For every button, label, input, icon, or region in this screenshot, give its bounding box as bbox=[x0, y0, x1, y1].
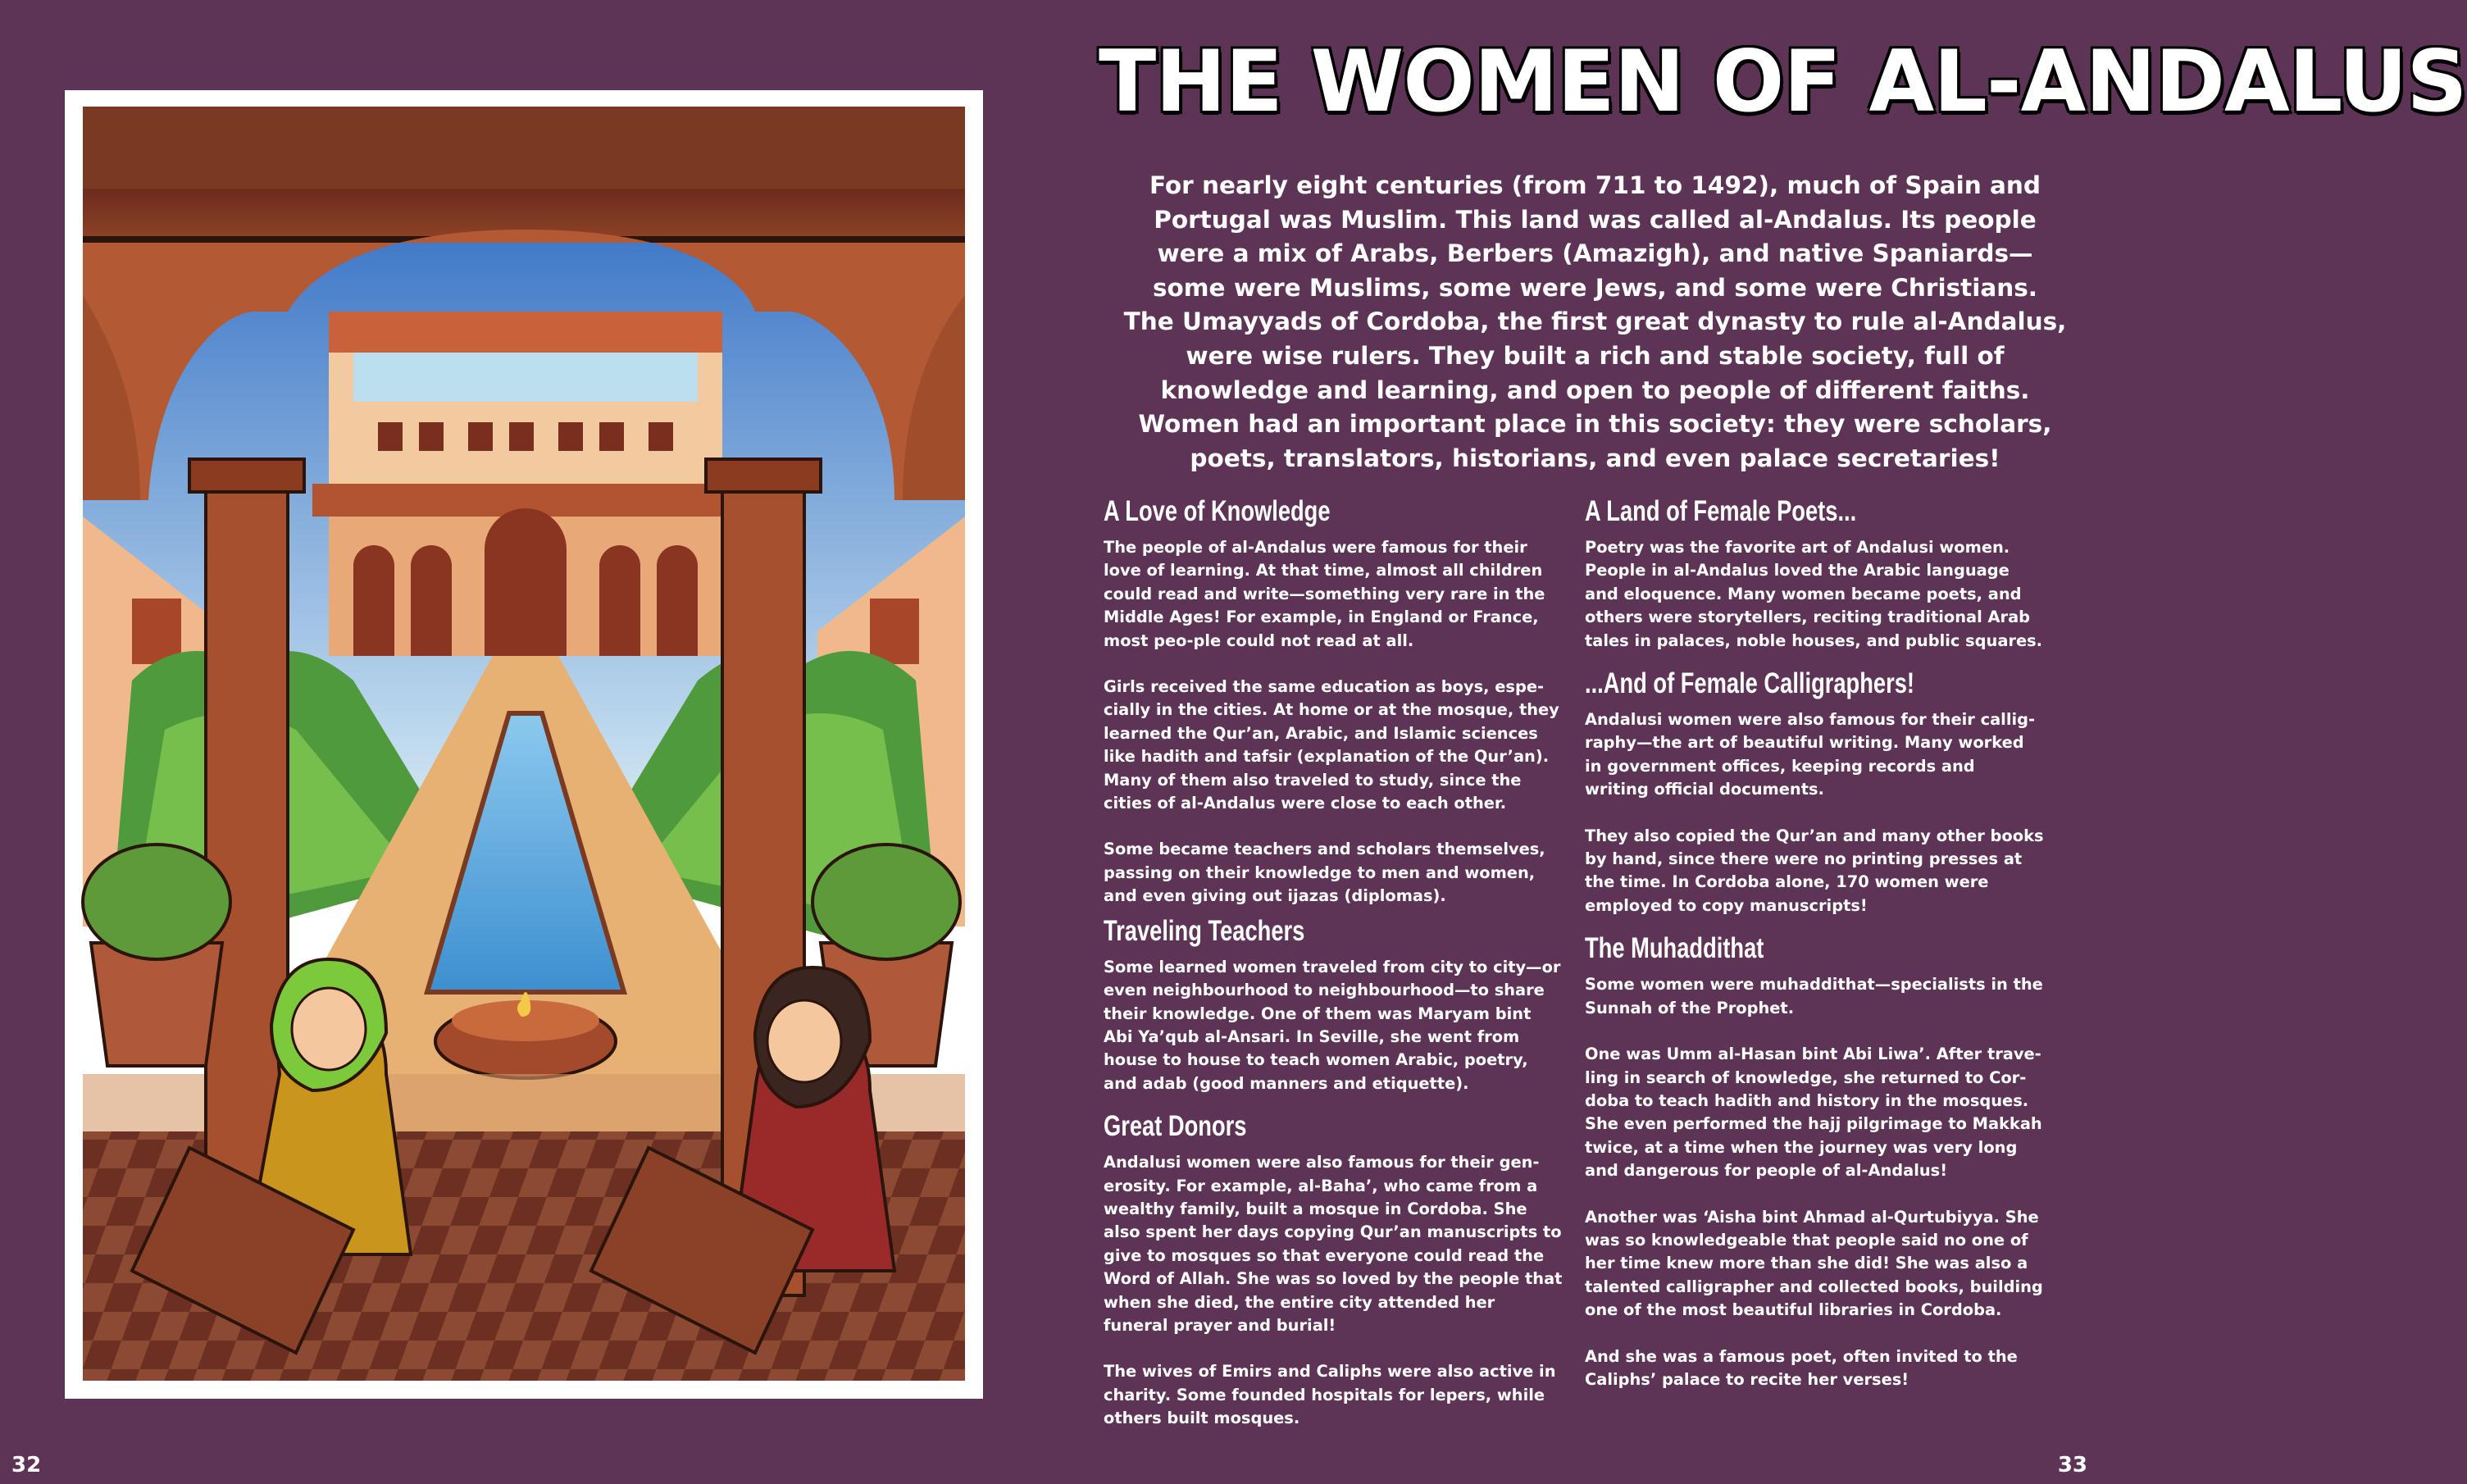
intro-paragraph: For nearly eight centuries (from 711 to 1492), much of Spain and Portugal was Muslim. This land was called al-Andalus. Its people were a mix of Arabs, Berbers (Amazigh), and native Spaniards—some were Muslims, some were Jews, and some were Christians. bbox=[1149, 171, 2041, 302]
section-traveling-teachers bbox=[1104, 915, 1563, 1095]
section-female-poets bbox=[1585, 495, 2044, 653]
section-paragraph: One was Umm al-Hasan bint Abi Liwa’. After trave-ling in search of knowledge, she returned to Cor-doba to teach hadith and history in the mosques. She even performed the hajj pilgrimage to Makkah twice, at a time when the journey was very long and dangerous for people of al-Andalus! bbox=[1585, 1045, 2042, 1181]
section-heading: A Love of Knowledge bbox=[1104, 495, 1331, 527]
section-love-of-knowledge bbox=[1104, 495, 1563, 908]
page-number-right: 33 bbox=[2057, 1453, 2087, 1477]
section-muhaddithat bbox=[1585, 932, 2044, 1391]
section-heading: A Land of Female Poets... bbox=[1585, 495, 1857, 527]
section-paragraph: They also copied the Qur’an and many other books by hand, since there were no printing presses at the time. In Cordoba alone, 170 women were employed to copy manuscripts! bbox=[1585, 826, 2044, 915]
right-column bbox=[1585, 495, 2044, 1414]
section-paragraph: The wives of Emirs and Caliphs were also active in charity. Some founded hospitals for lepers, while others built mosques. bbox=[1104, 1362, 1556, 1428]
courtyard-illustration bbox=[83, 107, 965, 1381]
section-paragraph: Some women were muhaddithat—specialists in the Sunnah of the Prophet. bbox=[1585, 975, 2043, 1017]
intro-text bbox=[1122, 169, 2069, 476]
page-number-left: 32 bbox=[11, 1453, 42, 1477]
section-heading: Great Donors bbox=[1104, 1110, 1247, 1143]
intro-paragraph: The Umayyads of Cordoba, the first great dynasty to rule al-Andalus, were wise rulers. They built a rich and stable society, full of knowledge and learning, and open to people of different faiths. Women had an important place in this society: they were scholars, poets, translators, historians, and even palace secretaries! bbox=[1123, 307, 2067, 472]
section-heading: The Muhaddithat bbox=[1585, 932, 1764, 965]
section-heading: ...And of Female Calligraphers! bbox=[1585, 667, 1915, 700]
section-paragraph: Poetry was the favorite art of Andalusi women. People in al-Andalus loved the Arabic language and eloquence. Many women became poets, and others were storytellers, reciting traditional Arab tales in palaces, noble houses, and public squares. bbox=[1585, 538, 2043, 650]
section-paragraph: Some became teachers and scholars themselves, passing on their knowledge to men and women, and even giving out ijazas (diplomas). bbox=[1104, 840, 1545, 906]
section-paragraph: Some learned women traveled from city to city—or even neighbourhood to neighbourhood—to share their knowledge. One of them was Maryam bint Abi Ya’qub al-Ansari. In Seville, she went from house to house to teach women Arabic, poetry, and adab (good manners and etiquette). bbox=[1104, 957, 1561, 1093]
illustration-frame bbox=[65, 90, 983, 1399]
section-paragraph: Andalusi women were also famous for their callig-raphy—the art of beautiful writing. Many worked in government offices, keeping records and writing official documents. bbox=[1585, 710, 2036, 799]
section-paragraph: The people of al-Andalus were famous for their love of learning. At that time, almost all children could read and write—something very rare in the Middle Ages! For example, in England or France, most peo-ple could not read at all. bbox=[1104, 538, 1545, 650]
section-paragraph: Girls received the same education as boys, espe-cially in the cities. At home or at the mosque, they learned the Qur’an, Arabic, and Islamic sciences like hadith and tafsir (explanation of the Qur’an). Many of them also traveled to study, since the cities of al-Andalus were close to each other. bbox=[1104, 677, 1559, 813]
left-column bbox=[1104, 495, 1563, 1454]
page-title: THE WOMEN OF AL-ANDALUS bbox=[1099, 33, 2467, 131]
section-female-calligraphers bbox=[1585, 667, 2044, 917]
section-paragraph: And she was a famous poet, often invited to the Caliphs’ palace to recite her verses! bbox=[1585, 1346, 2018, 1389]
section-paragraph: Andalusi women were also famous for their gen-erosity. For example, al-Baha’, who came from a wealthy family, built a mosque in Cordoba. She also spent her days copying Qur’an manuscripts to give to mosques so that everyone could read the Word of Allah. She was so loved by the people that when she died, the entire city attended her funeral prayer and burial! bbox=[1104, 1153, 1563, 1335]
section-paragraph: Another was ‘Aisha bint Ahmad al-Qurtubiyya. She was so knowledgeable that people said no one of her time knew more than she did! She was also a talented calligrapher and collected books, building one of the most beautiful libraries in Cordoba. bbox=[1585, 1207, 2043, 1320]
section-great-donors bbox=[1104, 1110, 1563, 1430]
section-heading: Traveling Teachers bbox=[1104, 914, 1305, 947]
